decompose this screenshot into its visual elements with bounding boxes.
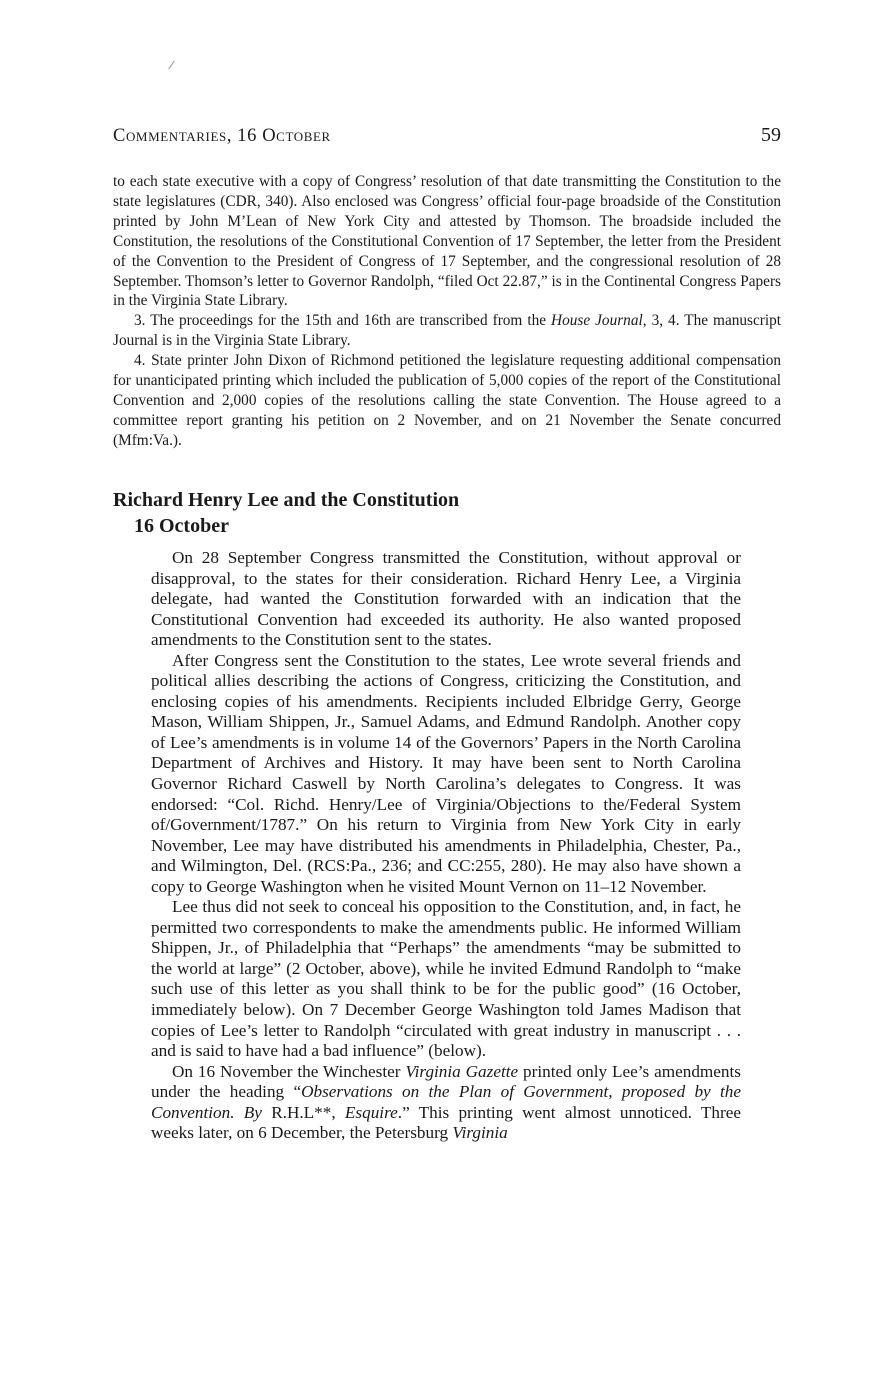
editorial-note	[151, 548, 741, 1144]
note-2-continuation: to each state executive with a copy of Congress’ resolution of that date transmitting the Constitution to the state legislatures (CDR, 340). Also enclosed was Congress’ official four-page broadside of the Constitution printed by John M’Lean of New York City and attested by Thomson. The broadside included the Constitution, the resolutions of the Constitutional Convention of 17 September, the letter from the President of the Convention to the President of Congress of 17 September, and the congressional resolution of 28 September. Thomson’s letter to Governor Randolph, “filed Oct 22.87,” is in the Continental Congress Papers in the Virginia State Library.	[113, 173, 781, 310]
p4-italic-heading: Observations on the Plan of Government, proposed by the Convention. By	[151, 1082, 741, 1122]
p4-text-e: R.H.L**,	[261, 1102, 345, 1122]
note-3	[113, 311, 781, 351]
p4-italic-esquire: Esquire	[344, 1102, 398, 1122]
paragraph-1: On 28 September Congress transmitted the Constitution, without approval or disapproval, to the states for their consideration. Richard Henry Lee, a Virginia delegate, had wanted the Constitution forwarded with an indication that the Constitutional Convention had exceeded its authority. He also wanted proposed amendments to the Constitution sent to the states.	[151, 548, 741, 650]
section-heading	[113, 487, 781, 539]
running-head	[113, 124, 781, 152]
p4-italic-virginia: Virginia	[452, 1123, 508, 1143]
page-number: 59	[761, 124, 781, 146]
running-title: Commentaries, 16 October	[113, 126, 331, 146]
paragraph-3: Lee thus did not seek to conceal his opposition to the Constitution, and, in fact, he permitted two correspondents to make the amendments public. He informed William Shippen, Jr., of Philadelphia that “Perhaps” the amendments “may be submitted to the world at large” (2 October, above), while he invited Edmund Randolph to “make such use of this letter as you shall think to be for the public good” (16 October, immediately below). On 7 December George Washington told James Madison that copies of Lee’s letter to Randolph “circulated with great industry in manuscript . . . and is said to have had a bad influence” (below).	[151, 897, 741, 1061]
p4-italic-paper: Virginia Gazette	[405, 1061, 519, 1081]
stray-pen-mark	[168, 61, 175, 70]
endnotes	[113, 172, 781, 451]
p4-text-c: printed only Lee’s amendments under the heading “	[151, 1061, 741, 1102]
note-4: 4. State printer John Dixon of Richmond petitioned the legislature requesting additional compensation for unanticipated printing which included the publication of 5,000 copies of the report of the Constitutional Convention and 2,000 copies of the resolutions calling the state Convention. The House agreed to a committee report granting his petition on 2 November, and on 21 November the Senate concurred (Mfm:Va.).	[113, 352, 781, 449]
p4-text-g: .” This printing went almost unnoticed. Three weeks later, on 6 December, the Petersburg	[151, 1102, 742, 1143]
section-title-line-2: 16 October	[134, 515, 229, 537]
note-3-italic: House Journal	[551, 312, 643, 330]
section-title-line-1: Richard Henry Lee and the Constitution	[113, 489, 460, 511]
p4-text-a: On 16 November the Winchester	[172, 1061, 406, 1081]
paragraph-2: After Congress sent the Constitution to the states, Lee wrote several friends and political allies describing the actions of Congress, criticizing the Constitution, and enclosing copies of his amendments. Recipients included Elbridge Gerry, George Mason, William Shippen, Jr., Samuel Adams, and Edmund Randolph. Another copy of Lee’s amendments is in volume 14 of the Governors’ Papers in the North Carolina Department of Archives and History. It may have been sent to North Carolina Governor Richard Caswell by North Carolina’s delegates to Congress. It was endorsed: “Col. Richd. Henry/Lee of Virginia/Objections to the/Federal System of/Government/1787.” On his return to Virginia from New York City in early November, Lee may have distributed his amendments in Philadelphia, Chester, Pa., and Wilmington, Del. (RCS:Pa., 236; and CC:255, 280). He may also have shown a copy to George Washington when he visited Mount Vernon on 11–12 November.	[151, 650, 741, 896]
paragraph-4	[151, 1062, 741, 1144]
note-3-text-a: 3. The proceedings for the 15th and 16th are transcribed from the	[134, 312, 552, 330]
note-3-text-b: , 3, 4. The manuscript Journal is in the Virginia State Library.	[113, 312, 782, 350]
